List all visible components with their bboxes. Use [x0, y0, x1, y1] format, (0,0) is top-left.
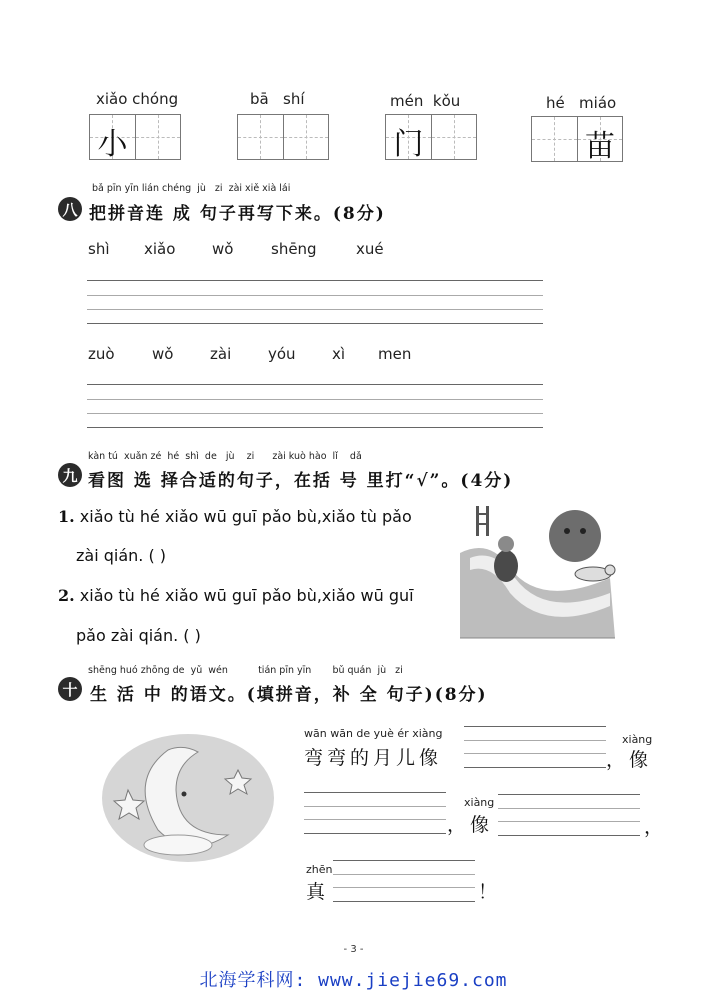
- writing-band-1[interactable]: [87, 280, 543, 324]
- section8-badge: 八: [58, 197, 82, 221]
- s2-pinyin: xiàng: [464, 796, 495, 809]
- q2-answer-paren[interactable]: ( ): [183, 626, 201, 645]
- q1-number: 1.: [58, 507, 75, 526]
- s8-word: yóu: [268, 345, 296, 363]
- tianzige-box-4[interactable]: [531, 116, 623, 162]
- section10-score: (8分): [434, 685, 488, 705]
- section8-score: (8分): [332, 204, 386, 224]
- q1-line1: 1. xiǎo tù hé xiǎo wū guī pǎo bù,xiǎo tù pǎo: [58, 507, 412, 526]
- s2-mid: ，像: [447, 814, 494, 836]
- section10-pinyin: shēng huó zhōng de yǔ wén tián pīn yīn bǔ quán jù zi: [88, 665, 403, 676]
- section9-pinyin: kàn tú xuǎn zé hé shì de jù zi zài kuò hào lǐ dǎ: [88, 451, 362, 462]
- section10-badge: 十: [58, 677, 82, 701]
- answer-band-2[interactable]: [304, 792, 446, 834]
- s3-text: 真: [306, 881, 330, 903]
- s8-word: shēng: [271, 240, 317, 258]
- section9-score: (4分): [460, 471, 514, 491]
- s8-word: zài: [210, 345, 232, 363]
- tzg-char: 苗: [584, 129, 615, 164]
- answer-band-3[interactable]: [498, 794, 640, 836]
- tzg-pinyin-1: xiǎo chóng: [96, 90, 179, 108]
- section10-title: 生 活 中 的语文。(填拼音，补 全 句子)(8分): [90, 685, 488, 705]
- s8-word: xì: [332, 345, 346, 363]
- tianzige-box-2[interactable]: [237, 114, 329, 160]
- s1-end: ，像: [606, 749, 653, 771]
- q2-line1: 2. xiǎo tù hé xiǎo wū guī pǎo bù,xiǎo wū guī: [58, 586, 414, 605]
- s8-word: zuò: [88, 345, 115, 363]
- s8-word: wǒ: [212, 240, 234, 258]
- tzg-pinyin-2: bā shí: [250, 90, 305, 108]
- s3-pinyin: zhēn: [306, 863, 333, 876]
- s8-word: shì: [88, 240, 110, 258]
- tzg-pinyin-4: hé miáo: [546, 94, 617, 112]
- s8-word: xué: [356, 240, 384, 258]
- q2-number: 2.: [58, 586, 75, 605]
- section8-title: 把拼音连 成 句子再写下来。(8分): [89, 204, 386, 224]
- writing-band-2[interactable]: [87, 384, 543, 428]
- s1-end-pinyin: xiàng: [622, 733, 653, 746]
- section8-pinyin: bǎ pīn yīn lián chéng jù zi zài xiě xià lái: [92, 183, 291, 194]
- race-illustration: [450, 498, 620, 648]
- moon-illustration: [98, 730, 280, 870]
- s8-word: xiǎo: [144, 240, 176, 258]
- tzg-pinyin-3: mén kǒu: [390, 92, 461, 110]
- tianzige-box-1[interactable]: [89, 114, 181, 160]
- tzg-char: 小: [97, 127, 128, 162]
- s8-word: men: [378, 345, 412, 363]
- s3-end: ！: [478, 881, 502, 903]
- answer-band-4[interactable]: [333, 860, 475, 902]
- tzg-char: 门: [393, 127, 424, 162]
- section9-title: 看图 选 择合适的句子，在括 号 里打“√”。(4分): [88, 471, 514, 491]
- tianzige-box-3[interactable]: [385, 114, 477, 160]
- page-number: - 3 -: [343, 944, 364, 955]
- s1-text: 弯弯的月儿像: [304, 747, 443, 769]
- q1-answer-paren[interactable]: ( ): [148, 546, 167, 565]
- q1-line2: zài qián. ( ): [76, 546, 167, 565]
- answer-band-1[interactable]: [464, 726, 606, 768]
- s8-word: wǒ: [152, 345, 174, 363]
- site-footer[interactable]: 北海学科网: www.jiejie69.com: [199, 970, 508, 991]
- s1-pinyin: wān wān de yuè ér xiàng: [304, 727, 443, 740]
- section9-badge: 九: [58, 463, 82, 487]
- q2-line2: pǎo zài qián. ( ): [76, 626, 201, 645]
- s2-end: ，: [644, 816, 668, 838]
